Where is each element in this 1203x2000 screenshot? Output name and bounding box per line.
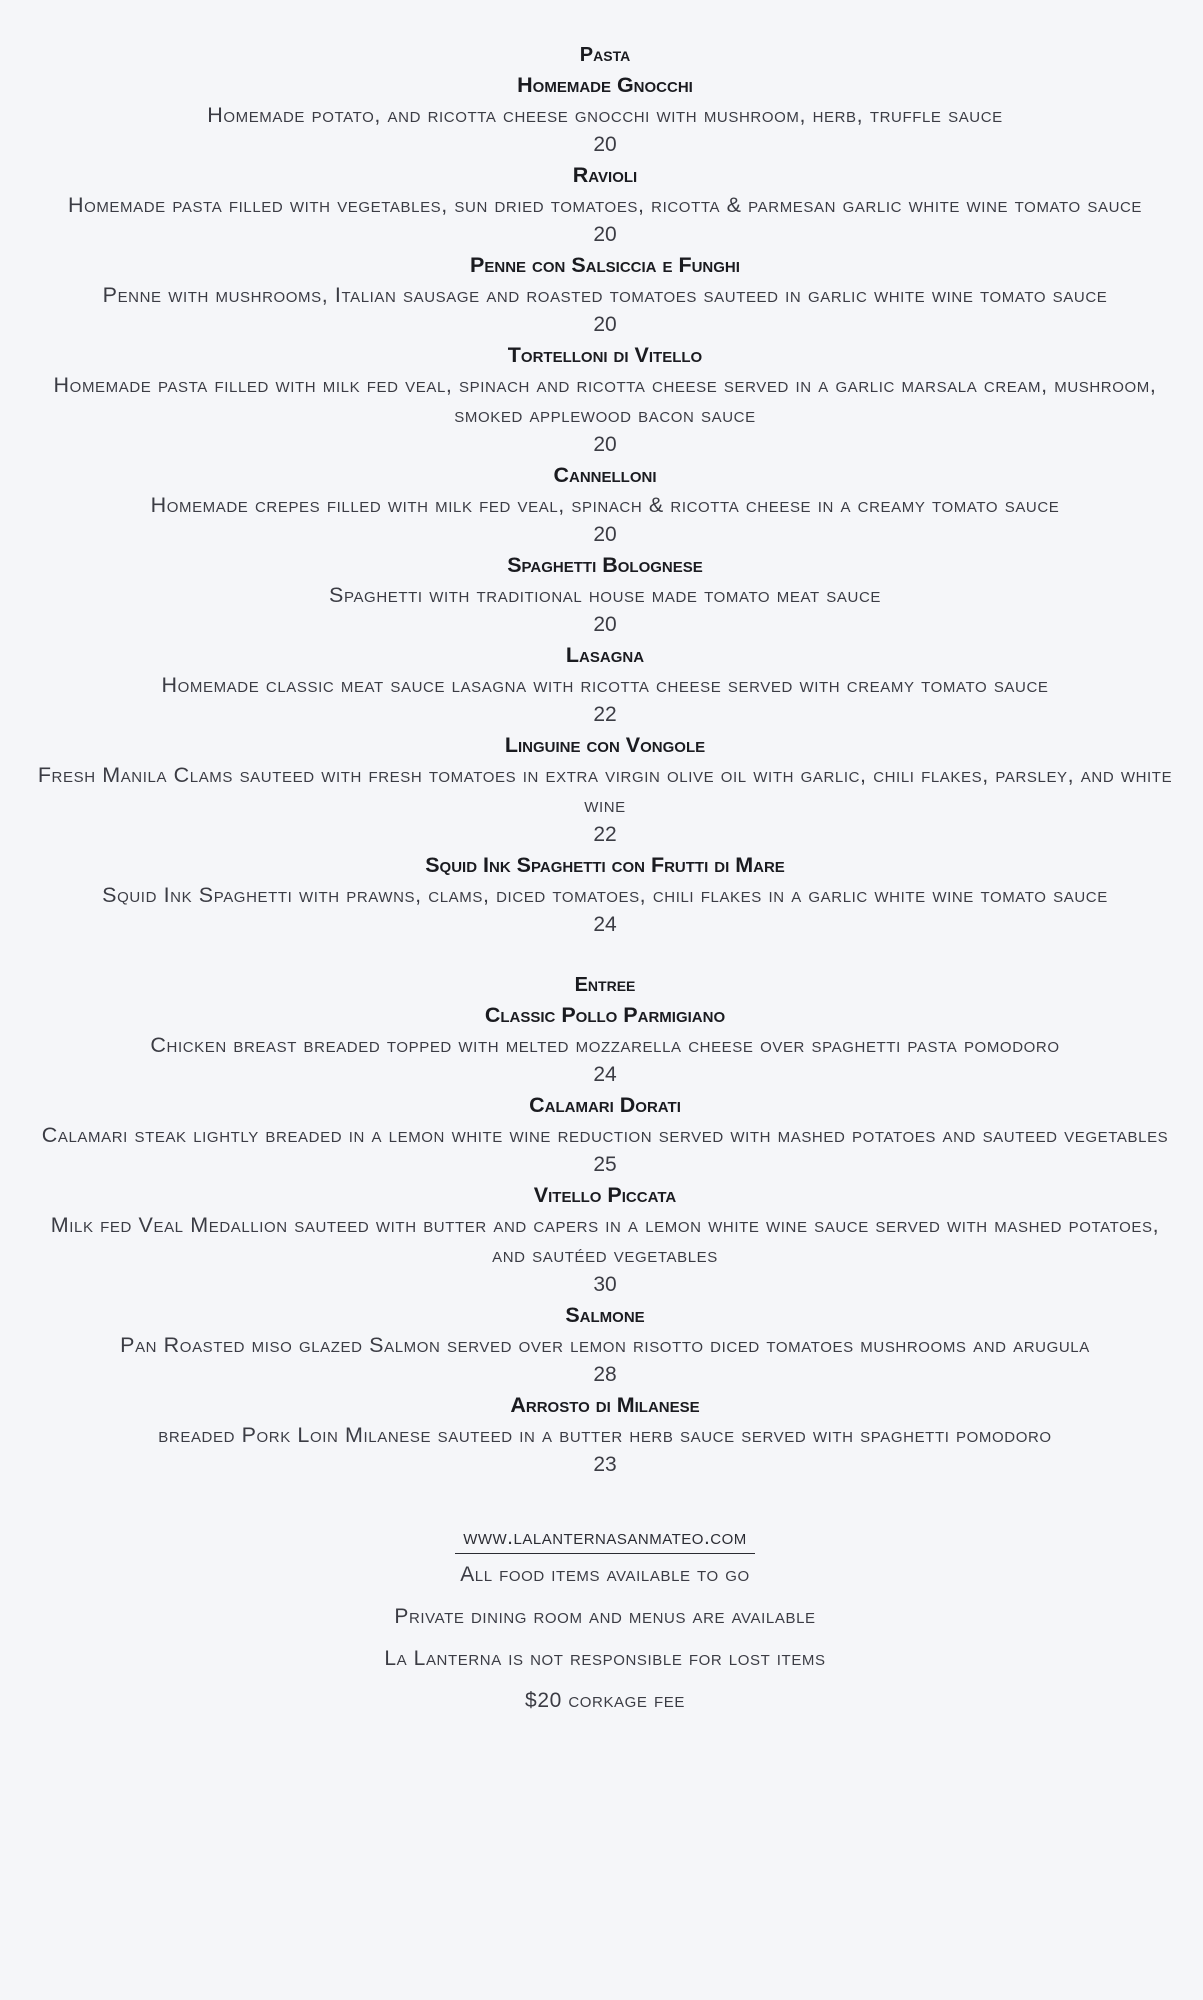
menu-item (30, 1000, 1180, 1090)
menu-item (30, 640, 1180, 730)
item-price: 30 (593, 1273, 617, 1296)
item-price: 20 (593, 433, 617, 456)
item-description: Homemade potato, and ricotta cheese gnocchi with mushroom, herb, truffle sauce (207, 103, 1003, 127)
item-description: Homemade pasta filled with milk fed veal, spinach and ricotta cheese served in a garlic marsala cream, mushroom, smoked applewood bacon sauce (53, 373, 1157, 427)
website-link[interactable]: www.lalanternasanmateo.com (455, 1524, 755, 1554)
item-name: Squid Ink Spaghetti con Frutti di Mare (425, 853, 785, 877)
item-name: Cannelloni (553, 463, 657, 487)
menu-item (30, 70, 1180, 160)
pasta-section (30, 40, 1180, 940)
item-description: Milk fed Veal Medallion sauteed with butter and capers in a lemon white wine sauce served with mashed potatoes, and sautéed vegetables (50, 1213, 1160, 1267)
item-price: 20 (593, 223, 617, 246)
item-price: 25 (593, 1153, 617, 1176)
menu-item (30, 850, 1180, 940)
menu-item (30, 250, 1180, 340)
item-name: Spaghetti Bolognese (507, 553, 703, 577)
item-price: 20 (593, 523, 617, 546)
menu-item (30, 160, 1180, 250)
item-price: 20 (593, 133, 617, 156)
footer-note: All food items available to go (460, 1563, 750, 1586)
item-price: 23 (593, 1453, 617, 1476)
item-description: Pan Roasted miso glazed Salmon served over lemon risotto diced tomatoes mushrooms and arugula (120, 1333, 1090, 1357)
menu-footer (30, 1524, 1180, 1722)
item-price: 22 (593, 703, 617, 726)
item-description: Homemade crepes filled with milk fed veal, spinach & ricotta cheese in a creamy tomato sauce (150, 493, 1060, 517)
item-description: Homemade pasta filled with vegetables, sun dried tomatoes, ricotta & parmesan garlic white wine tomato sauce (67, 193, 1143, 217)
menu-content (30, 40, 1180, 1722)
item-name: Classic Pollo Parmigiano (484, 1003, 726, 1027)
item-price: 28 (593, 1363, 617, 1386)
item-price: 24 (593, 913, 617, 936)
item-name: Ravioli (572, 163, 638, 187)
item-description: Fresh Manila Clams sauteed with fresh tomatoes in extra virgin olive oil with garlic, chili flakes, parsley, and white wine (37, 763, 1173, 817)
item-description: Homemade classic meat sauce lasagna with ricotta cheese served with creamy tomato sauce (161, 673, 1049, 697)
item-price: 24 (593, 1063, 617, 1086)
item-name: Calamari Dorati (529, 1093, 681, 1117)
item-description: Calamari steak lightly breaded in a lemon white wine reduction served with mashed potatoes and sauteed vegetables (41, 1123, 1169, 1147)
section-spacer (30, 940, 1180, 970)
menu-item (30, 1300, 1180, 1390)
menu-item (30, 1180, 1180, 1300)
menu-item (30, 1090, 1180, 1180)
item-description: Squid Ink Spaghetti with prawns, clams, diced tomatoes, chili flakes in a garlic white wine tomato sauce (102, 883, 1108, 907)
menu-item (30, 340, 1180, 460)
item-name: Lasagna (565, 643, 645, 667)
menu-item (30, 730, 1180, 850)
section-title: Entree (574, 974, 636, 996)
item-description: Spaghetti with traditional house made tomato meat sauce (329, 583, 881, 607)
item-description: Chicken breast breaded topped with melted mozzarella cheese over spaghetti pasta pomodoro (150, 1033, 1060, 1057)
item-name: Homemade Gnocchi (517, 73, 693, 97)
entree-section (30, 970, 1180, 1480)
item-price: 22 (593, 823, 617, 846)
item-name: Salmone (565, 1303, 645, 1327)
item-name: Vitello Piccata (533, 1183, 677, 1207)
footer-note: La Lanterna is not responsible for lost items (384, 1647, 826, 1670)
item-name: Penne con Salsiccia e Funghi (470, 253, 740, 277)
item-name: Tortelloni di Vitello (507, 343, 703, 367)
footer-note: $20 corkage fee (525, 1689, 685, 1712)
item-price: 20 (593, 313, 617, 336)
item-price: 20 (593, 613, 617, 636)
menu-item (30, 550, 1180, 640)
item-name: Linguine con Vongole (504, 733, 706, 757)
menu-item (30, 1390, 1180, 1480)
footer-note: Private dining room and menus are available (394, 1605, 816, 1628)
section-title: Pasta (579, 44, 631, 66)
item-name: Arrosto di Milanese (510, 1393, 700, 1417)
item-description: Penne with mushrooms, Italian sausage and roasted tomatoes sauteed in garlic white wine tomato sauce (102, 283, 1108, 307)
item-description: breaded Pork Loin Milanese sauteed in a butter herb sauce served with spaghetti pomodoro (158, 1423, 1052, 1447)
menu-item (30, 460, 1180, 550)
